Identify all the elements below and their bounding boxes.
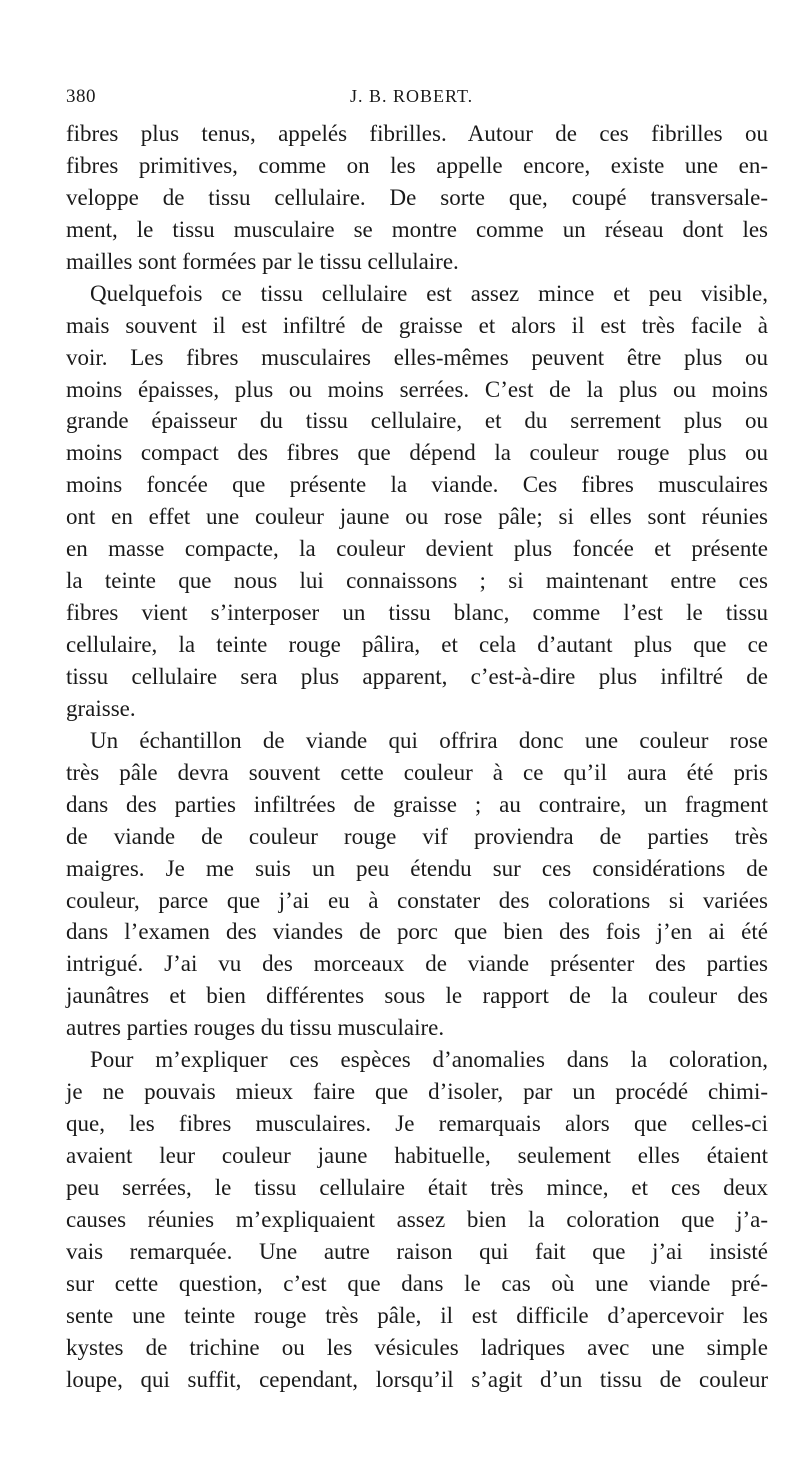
text-line: moins épaisses, plus ou moins serrées. C’est de la plus ou moins [66,376,768,402]
text-line: très pâle devra souvent cette couleur à ce qu’il aura été pris [66,759,768,785]
text-line: loupe, qui suffit, cependant, lorsqu’il s’agit d’un tissu de couleur [66,1366,768,1392]
text-line: cellulaire, la teinte rouge pâlira, et cela d’autant plus que ce [66,632,768,657]
text-line: la teinte que nous lui connaissons ; si maintenant entre ces [66,568,768,594]
text-line: intrigué. J’ai vu des morceaux de viande présenter des parties [66,951,768,977]
text-line: fibres plus tenus, appelés fibrilles. Autour de ces fibrilles ou [66,121,768,146]
text-line: graisse. [66,695,136,721]
text-line: tissu cellulaire sera plus apparent, c’est-à-dire plus infiltré de [66,663,768,689]
text-line: ont en effet une couleur jaune ou rose pâle; si elles sont réunies [66,504,768,530]
text-line: de viande de couleur rouge vif proviendra de parties très [66,823,768,849]
text-line: voir. Les fibres musculaires elles-mêmes peuvent être plus ou [66,344,768,370]
text-line: mailles sont formées par le tissu cellulaire. [66,248,459,274]
text-line: que, les fibres musculaires. Je remarquais alors que celles-ci [66,1111,768,1137]
text-line: je ne pouvais mieux faire que d’isoler, par un procédé chimi- [66,1079,768,1105]
text-line: sente une teinte rouge très pâle, il est difficile d’apercevoir les [66,1302,768,1328]
text-line: Un échantillon de viande qui offrira donc une couleur rose [90,727,768,753]
text-line: dans des parties infiltrées de graisse ; au contraire, un fragment [66,791,768,817]
text-line: peu serrées, le tissu cellulaire était très mince, et ces deux [66,1174,768,1200]
running-header [66,86,766,110]
text-line: en masse compacte, la couleur devient plus foncée et présente [66,536,768,562]
text-line: dans l’examen des viandes de porc que bien des fois j’en ai été [66,919,768,945]
text-line: Quelquefois ce tissu cellulaire est assez mince et peu visible, [90,280,768,306]
text-line: Pour m’expliquer ces espèces d’anomalies dans la coloration, [90,1047,768,1073]
text-line: sur cette question, c’est que dans le cas où une viande pré- [66,1270,768,1296]
text-line: causes réunies m’expliquaient assez bien la coloration que j’a- [66,1206,768,1232]
text-line: fibres primitives, comme on les appelle encore, existe une en- [66,152,768,178]
text-line: couleur, parce que j’ai eu à constater des colorations si variées [66,887,768,913]
page-number: 380 [66,86,96,107]
text-line: mais souvent il est infiltré de graisse et alors il est très facile à [66,312,768,338]
text-line: veloppe de tissu cellulaire. De sorte que, coupé transversale- [66,184,768,210]
text-line: avaient leur couleur jaune habituelle, seulement elles étaient [66,1143,768,1168]
text-line: fibres vient s’interposer un tissu blanc, comme l’est le tissu [66,600,768,626]
text-line: ment, le tissu musculaire se montre comme un réseau dont les [66,216,768,242]
text-line: moins compact des fibres que dépend la couleur rouge plus ou [66,440,768,466]
text-line: maigres. Je me suis un peu étendu sur ces considérations de [66,855,768,881]
text-line: kystes de trichine ou les vésicules ladriques avec une simple [66,1334,768,1360]
text-line: grande épaisseur du tissu cellulaire, et du serrement plus ou [66,408,768,434]
text-line: vais remarquée. Une autre raison qui fait que j’ai insisté [66,1238,768,1264]
text-line: autres parties rouges du tissu musculaire. [66,1015,445,1041]
text-line: moins foncée que présente la viande. Ces fibres musculaires [66,472,768,498]
text-line: jaunâtres et bien différentes sous le rapport de la couleur des [66,983,768,1009]
body-text [66,118,768,1396]
running-title: J. B. ROBERT. [350,86,474,106]
